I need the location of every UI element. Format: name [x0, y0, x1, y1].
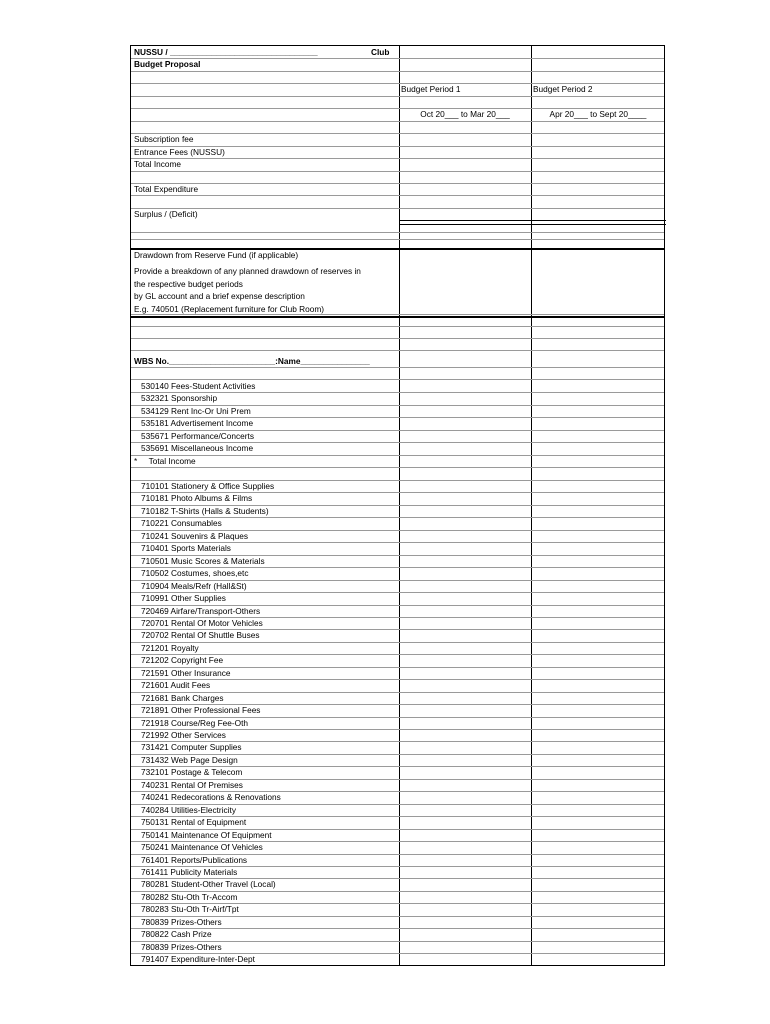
row-gridline	[131, 729, 664, 730]
entrance-fees-label: Entrance Fees (NUSSU)	[134, 146, 225, 157]
expense-item-row	[131, 530, 664, 542]
row-gridline	[131, 83, 664, 84]
period2-label: Budget Period 2	[533, 84, 593, 95]
row-gridline	[131, 941, 664, 942]
expense-item-row	[131, 717, 664, 729]
budget-proposal-title: Budget Proposal	[134, 59, 201, 70]
row-gridline	[131, 108, 664, 109]
expense-item-row	[131, 754, 664, 766]
subscription-fee-label: Subscription fee	[134, 134, 194, 145]
reserve-line3: by GL account and a brief expense description	[134, 291, 305, 301]
expense-item-row	[131, 592, 664, 604]
expense-item-label: 720701 Rental Of Motor Vehicles	[141, 617, 263, 628]
row-gridline	[131, 455, 664, 456]
expense-item-label: 721591 Other Insurance	[141, 667, 231, 678]
row-gridline	[131, 766, 664, 767]
expense-item-label: 721992 Other Services	[141, 730, 226, 740]
expense-item-label: 750131 Rental of Equipment	[141, 817, 247, 828]
row-gridline	[131, 417, 664, 418]
expense-item-label: 710241 Souvenirs & Plaques	[141, 530, 249, 541]
period1-label: Budget Period 1	[401, 84, 461, 95]
expense-item-row	[131, 816, 664, 828]
entrance-row	[131, 146, 664, 158]
expense-item-label: 780283 Stu-Oth Tr-Airf/Tpt	[141, 904, 239, 915]
row-gridline	[131, 704, 664, 705]
expense-item-row	[131, 866, 664, 878]
row-gridline	[131, 754, 664, 755]
row-gridline	[131, 367, 664, 368]
expense-item-label: 710181 Photo Albums & Films	[141, 493, 253, 504]
budget-sheet	[130, 45, 665, 966]
expense-item-row	[131, 480, 664, 492]
expense-item-label: 710182 T-Shirts (Halls & Students)	[141, 505, 269, 516]
row-gridline	[131, 338, 664, 339]
row-gridline	[131, 121, 664, 122]
expense-item-label: 721201 Royalty	[141, 642, 199, 653]
sheet-title: NUSSU / ________________________________	[134, 47, 318, 57]
row-gridline	[131, 816, 664, 817]
row-gridline	[131, 717, 664, 718]
row-gridline	[131, 642, 664, 643]
row-gridline	[131, 841, 664, 842]
expense-item-label: 750241 Maintenance Of Vehicles	[141, 842, 263, 853]
income-total-label: * Total Income	[134, 455, 196, 466]
expense-item-row	[131, 542, 664, 554]
expense-item-row	[131, 941, 664, 953]
row-gridline	[131, 133, 664, 134]
row-gridline	[131, 916, 664, 917]
row-gridline	[131, 654, 664, 655]
expense-item-label: 740241 Redecorations & Renovations	[141, 792, 281, 803]
expense-item-label: 761401 Reports/Publications	[141, 854, 248, 865]
expense-item-row	[131, 679, 664, 691]
expense-item-row	[131, 667, 664, 679]
reserve-line2: the respective budget periods	[134, 278, 243, 289]
income-item-label: 535691 Miscellaneous Income	[141, 443, 254, 454]
reserve-line1-row	[131, 265, 664, 277]
expense-item-row	[131, 605, 664, 617]
row-gridline	[131, 442, 664, 443]
row-gridline	[131, 195, 664, 196]
row-gridline	[131, 58, 664, 59]
expense-item-label: 780281 Student-Other Travel (Local)	[141, 879, 276, 890]
row-gridline	[131, 326, 664, 327]
double-underline-1	[399, 220, 531, 225]
expense-item-label: 710101 Stationery & Office Supplies	[141, 481, 275, 491]
row-gridline	[131, 379, 664, 380]
reserve-title-row	[131, 249, 664, 261]
row-gridline	[131, 542, 664, 543]
expense-item-row	[131, 692, 664, 704]
header-row	[131, 46, 664, 58]
row-gridline	[131, 314, 664, 315]
period1-range: Oct 20___ to Mar 20___	[420, 109, 510, 120]
row-gridline	[131, 617, 664, 618]
income-item-row	[131, 380, 664, 392]
expense-item-label: 721891 Other Professional Fees	[141, 705, 261, 716]
expense-item-label: 710502 Costumes, shoes,etc	[141, 568, 249, 579]
expense-item-label: 780282 Stu-Oth Tr-Accom	[141, 891, 238, 902]
expense-item-row	[131, 729, 664, 741]
row-gridline	[131, 791, 664, 792]
expense-item-row	[131, 580, 664, 592]
expense-item-row	[131, 617, 664, 629]
expense-item-label: 732101 Postage & Telecom	[141, 767, 243, 778]
expense-item-label: 780839 Prizes-Others	[141, 941, 222, 952]
expense-item-row	[131, 779, 664, 791]
row-gridline	[131, 854, 664, 855]
income-item-label: 532321 Sponsorship	[141, 393, 218, 404]
row-gridline	[131, 183, 664, 184]
expense-item-label: 721202 Copyright Fee	[141, 655, 224, 666]
row-gridline	[131, 555, 664, 556]
income-item-row	[131, 417, 664, 429]
period-label-row	[131, 83, 664, 95]
expense-item-label: 710991 Other Supplies	[141, 593, 226, 604]
expense-item-label: 791407 Expenditure-Inter-Dept	[141, 954, 255, 965]
row-gridline	[131, 517, 664, 518]
row-gridline	[131, 392, 664, 393]
expense-item-row	[131, 505, 664, 517]
expense-item-row	[131, 629, 664, 641]
row-gridline	[131, 96, 664, 97]
row-gridline	[131, 605, 664, 606]
wbs-label	[134, 355, 396, 367]
row-gridline	[131, 741, 664, 742]
income-item-label: 534129 Rent Inc-Or Uni Prem	[141, 405, 251, 416]
row-gridline	[131, 405, 664, 406]
row-gridline	[131, 580, 664, 581]
row-gridline	[131, 430, 664, 431]
total-income-label: Total Income	[134, 159, 182, 170]
surplus-row	[131, 208, 664, 220]
income-item-label: 530140 Fees-Student Activities	[141, 381, 256, 391]
income-item-row	[131, 392, 664, 404]
row-gridline	[131, 903, 664, 904]
row-gridline	[131, 629, 664, 630]
reserve-line1: Provide a breakdown of any planned drawdown of reserves in	[134, 266, 361, 276]
wbs-name-text: _______________________:Name_______________	[169, 356, 370, 366]
double-underline-2	[531, 220, 666, 225]
row-gridline	[131, 239, 664, 240]
expense-item-label: 731421 Computer Supplies	[141, 742, 242, 753]
surplus-label: Surplus / (Deficit)	[134, 208, 198, 219]
expense-item-row	[131, 741, 664, 753]
row-gridline	[131, 667, 664, 668]
expense-item-label: 721601 Audit Fees	[141, 680, 211, 691]
expense-item-row	[131, 841, 664, 853]
income-item-label: 535671 Performance/Concerts	[141, 430, 254, 441]
row-gridline	[131, 829, 664, 830]
income-item-row	[131, 405, 664, 417]
row-gridline	[131, 492, 664, 493]
row-gridline	[131, 171, 664, 172]
expense-item-row	[131, 517, 664, 529]
row-gridline	[131, 779, 664, 780]
income-item-label: 535181 Advertisement Income	[141, 418, 254, 429]
row-gridline	[131, 208, 664, 209]
period-range-row	[131, 108, 664, 120]
row-gridline	[131, 567, 664, 568]
income-item-row	[131, 442, 664, 454]
expense-item-row	[131, 766, 664, 778]
total-expenditure-label: Total Expenditure	[134, 183, 199, 194]
expense-item-row	[131, 878, 664, 890]
row-gridline	[131, 480, 664, 481]
expense-item-row	[131, 916, 664, 928]
row-gridline	[131, 692, 664, 693]
row-gridline	[131, 592, 664, 593]
expense-item-row	[131, 555, 664, 567]
expense-item-row	[131, 829, 664, 841]
expense-item-label: 721918 Course/Reg Fee-Oth	[141, 717, 249, 728]
expense-item-row	[131, 704, 664, 716]
reserve-example: E.g. 740501 (Replacement furniture for Club Room)	[134, 303, 325, 314]
row-gridline	[131, 866, 664, 867]
expense-item-row	[131, 804, 664, 816]
reserve-line2-row	[131, 278, 664, 290]
subscription-row	[131, 133, 664, 145]
expense-item-row	[131, 891, 664, 903]
row-gridline	[131, 505, 664, 506]
subtitle-row	[131, 58, 664, 70]
reserve-title: Drawdown from Reserve Fund (if applicable)	[134, 250, 299, 260]
expense-item-label: 720702 Rental Of Shuttle Buses	[141, 630, 260, 641]
row-gridline	[131, 232, 664, 233]
expense-item-row	[131, 928, 664, 940]
expense-item-label: 740284 Utilities-Electricity	[141, 804, 236, 815]
row-gridline	[131, 146, 664, 147]
expense-item-row	[131, 791, 664, 803]
total-income-row	[131, 158, 664, 170]
expense-item-row	[131, 642, 664, 654]
row-gridline	[131, 891, 664, 892]
expense-item-label: 761411 Publicity Materials	[141, 866, 238, 877]
expense-item-row	[131, 903, 664, 915]
expense-item-row	[131, 654, 664, 666]
expense-item-row	[131, 854, 664, 866]
wbs-row	[131, 355, 664, 367]
row-gridline	[131, 530, 664, 531]
expense-item-label: 710401 Sports Materials	[141, 543, 231, 554]
period2-range: Apr 20___ to Sept 20____	[549, 109, 647, 120]
expense-item-label: 710501 Music Scores & Materials	[141, 555, 265, 566]
club-label: Club	[371, 47, 390, 57]
expense-item-label: 750141 Maintenance Of Equipment	[141, 829, 272, 840]
row-gridline	[131, 804, 664, 805]
expense-item-label: 710221 Consumables	[141, 518, 222, 529]
expense-item-row	[131, 492, 664, 504]
row-gridline	[131, 467, 664, 468]
expense-item-label: 720469 Airfare/Transport-Others	[141, 605, 261, 616]
income-item-row	[131, 430, 664, 442]
wbs-no-text: WBS No.	[134, 356, 170, 366]
expense-item-label: 740231 Rental Of Premises	[141, 779, 243, 790]
expense-item-row	[131, 567, 664, 579]
expense-item-label: 721681 Bank Charges	[141, 692, 224, 703]
row-gridline	[131, 158, 664, 159]
row-gridline	[131, 953, 664, 954]
expense-item-label: 780822 Cash Prize	[141, 929, 212, 940]
row-gridline	[131, 928, 664, 929]
expense-item-label: 780839 Prizes-Others	[141, 916, 222, 927]
row-gridline	[131, 878, 664, 879]
reserve-line3-row	[131, 290, 664, 302]
income-total-row	[131, 455, 664, 467]
row-gridline	[131, 679, 664, 680]
expense-item-label: 710904 Meals/Refr (Hall&St)	[141, 580, 247, 591]
expense-item-label: 731432 Web Page Design	[141, 754, 238, 765]
total-expenditure-row	[131, 183, 664, 195]
row-gridline	[131, 71, 664, 72]
row-gridline	[131, 350, 664, 351]
expense-item-row	[131, 953, 664, 965]
